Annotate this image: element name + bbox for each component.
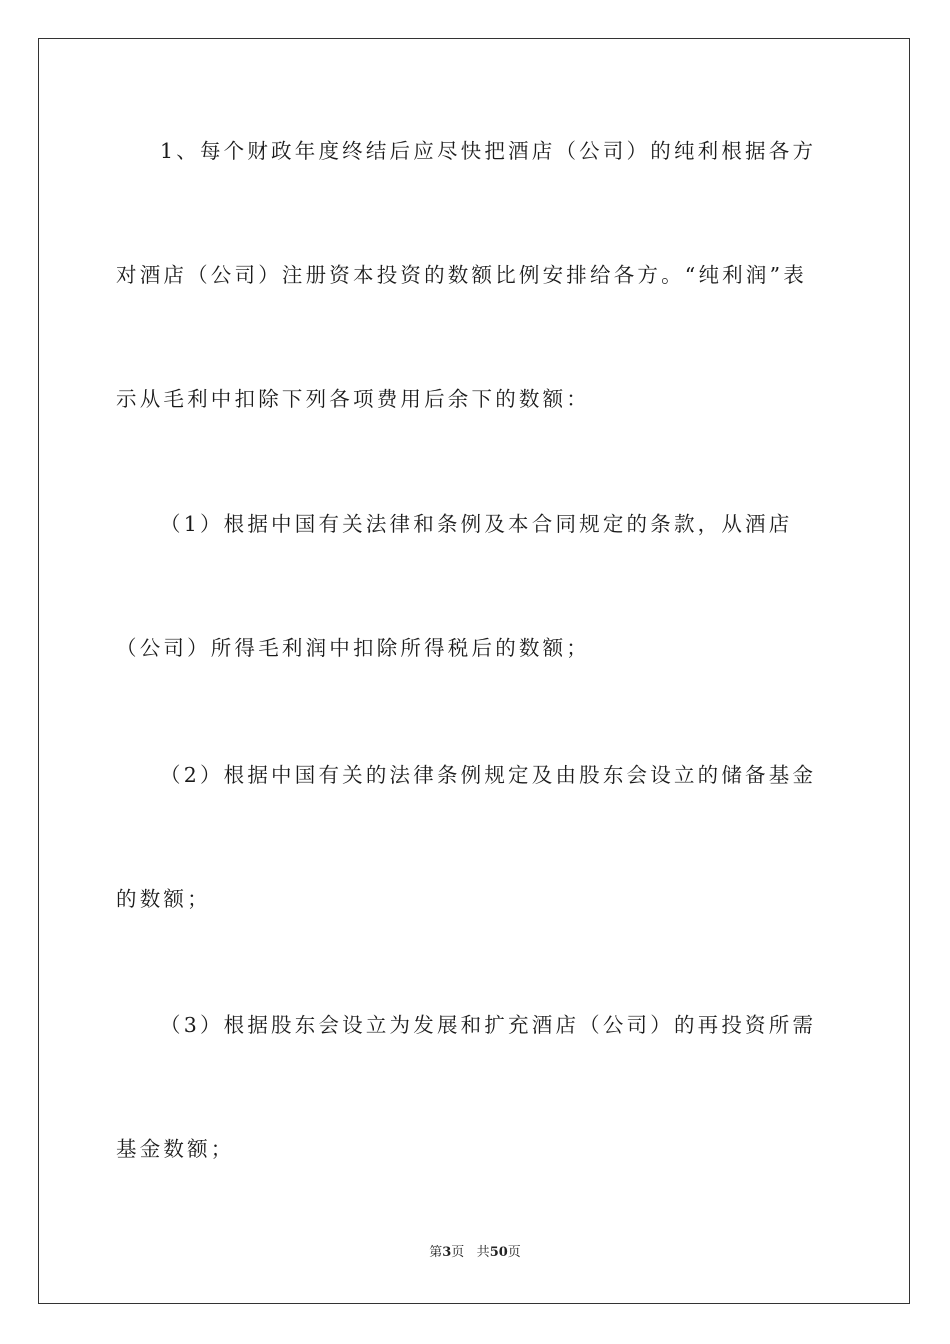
paragraph-2-line-1: （1）根据中国有关法律和条例及本合同规定的条款，从酒店 xyxy=(160,512,793,536)
footer-total-suffix: 页 xyxy=(507,1245,521,1260)
paragraph-2-line-2: （公司）所得毛利润中扣除所得税后的数额； xyxy=(116,636,590,660)
footer-total-prefix: 共 xyxy=(476,1245,490,1260)
paragraph-1-line-2: 对酒店（公司）注册资本投资的数额比例安排给各方。“纯利润”表 xyxy=(116,263,807,287)
paragraph-4-line-1: （3）根据股东会设立为发展和扩充酒店（公司）的再投资所需 xyxy=(160,1013,817,1037)
paragraph-1-line-3: 示从毛利中扣除下列各项费用后余下的数额： xyxy=(116,387,590,411)
page-footer xyxy=(0,1243,950,1263)
footer-page-suffix: 页 xyxy=(451,1245,465,1260)
paragraph-3-line-1: （2）根据中国有关的法律条例规定及由股东会设立的储备基金 xyxy=(160,763,817,787)
footer-page-prefix: 第 xyxy=(429,1245,443,1260)
page-border xyxy=(38,38,910,1304)
footer-total-pages: 50 xyxy=(489,1245,508,1260)
paragraph-1-line-1: 1、每个财政年度终结后应尽快把酒店（公司）的纯利根据各方 xyxy=(160,139,817,163)
paragraph-3-line-2: 的数额； xyxy=(116,887,211,911)
footer-page-number: 3 xyxy=(442,1245,452,1260)
paragraph-4-line-2: 基金数额； xyxy=(116,1137,235,1161)
